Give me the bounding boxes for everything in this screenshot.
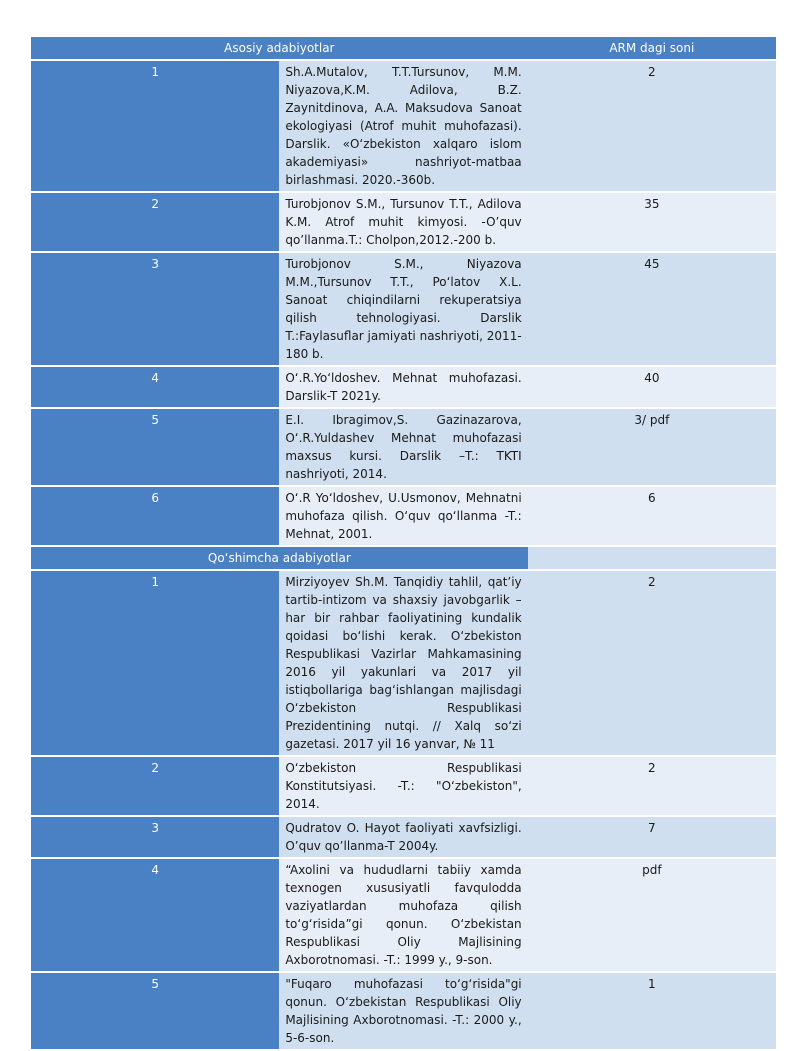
reference-text: E.I. Ibragimov,S. Gazinazarova, O‘.R.Yuldashev Mehnat muhofazasi maxsus kursi. Darslik –T.: TKTI nashriyoti, 2014. xyxy=(279,409,527,485)
reference-text: Turobjonov S.M., Tursunov T.T., Adilova K.M. Atrof muhit kimyosi. -O’quv qo’llanma.T.: Cholpon,2012.-200 b. xyxy=(279,193,527,251)
row-number: 2 xyxy=(31,757,279,815)
reference-quantity: 7 xyxy=(528,817,776,857)
row-number: 4 xyxy=(31,367,279,407)
reference-quantity: 3/ pdf xyxy=(528,409,776,485)
main-literature-heading: Asosiy adabiyotlar xyxy=(31,37,528,59)
reference-quantity: 1 xyxy=(528,973,776,1049)
reference-text: Mirziyoyev Sh.M. Tanqidiy tahlil, qat’iy tartib-intizom va shaxsiy javobgarlik – har bir rahbar faoliyatining kundalik qoidasi bo‘lishi kerak. O‘zbekiston Respublikasi Vazirlar Mahkamasining 2016 yil yakunlari va 2017 yil istiqbollariga bag‘ishlangan majlisdagi O‘zbekiston Respublikasi Prezidentining nutqi. // Xalq so‘zi gazetasi. 2017 yil 16 yanvar, № 11 xyxy=(279,571,527,755)
section-header-row xyxy=(31,547,776,569)
table-row xyxy=(31,409,776,485)
quantity-column-heading: ARM dagi soni xyxy=(528,37,776,59)
table-header-row xyxy=(31,37,776,59)
literature-table xyxy=(31,35,776,1051)
additional-literature-heading: Qo‘shimcha adabiyotlar xyxy=(31,547,528,569)
reference-text: O‘zbekiston Respublikasi Konstitutsiyasi. -T.: "O‘zbekiston", 2014. xyxy=(279,757,527,815)
row-number: 4 xyxy=(31,859,279,971)
reference-quantity: 40 xyxy=(528,367,776,407)
row-number: 3 xyxy=(31,817,279,857)
reference-quantity: 35 xyxy=(528,193,776,251)
reference-text: "Fuqaro muhofazasi to‘g‘risida"gi qonun. O‘zbekistan Respublikasi Oliy Majlisining Axborotnomasi. -T.: 2000 y., 5-6-son. xyxy=(279,973,527,1049)
table-row xyxy=(31,367,776,407)
row-number: 1 xyxy=(31,61,279,191)
reference-text: Turobjonov S.M., Niyazova M.M.,Tursunov T.T., Po‘latov X.L. Sanoat chiqindilarni rekuperatsiya qilish tehnologiyasi. Darslik T.:Faylasuflar jamiyati nashriyoti, 2011-180 b. xyxy=(279,253,527,365)
row-number: 3 xyxy=(31,253,279,365)
table-row xyxy=(31,193,776,251)
reference-text: “Axolini va hududlarni tabiiy xamda texnogen xususiyatli favqulodda vaziyatlardan muhofaza qilish to‘g‘risida”gi qonun. O‘zbekistan Respublikasi Oliy Majlisining Axborotnomasi. -T.: 1999 y., 9-son. xyxy=(279,859,527,971)
reference-quantity: 2 xyxy=(528,757,776,815)
reference-quantity: 6 xyxy=(528,487,776,545)
table-row xyxy=(31,571,776,755)
reference-quantity: pdf xyxy=(528,859,776,971)
reference-quantity: 2 xyxy=(528,571,776,755)
row-number: 5 xyxy=(31,409,279,485)
table-row xyxy=(31,487,776,545)
table-row xyxy=(31,817,776,857)
reference-text: O‘.R.Yo‘ldoshev. Mehnat muhofazasi. Darslik-T 2021y. xyxy=(279,367,527,407)
reference-text: Sh.A.Mutalov, T.T.Tursunov, M.M. Niyazova,K.M. Adilova, B.Z. Zaynitdinova, A.A. Maksudova Sanoat ekologiyasi (Atrof muhit muhofazasi). Darslik. «O‘zbekiston xalqaro islom akademiyasi» nashriyot-matbaa birlashmasi. 2020.-360b. xyxy=(279,61,527,191)
reference-text: O‘.R Yo‘ldoshev, U.Usmonov, Mehnatni muhofaza qilish. O‘quv qo‘llanma -T.: Mehnat, 2001. xyxy=(279,487,527,545)
section-header-filler xyxy=(528,547,776,569)
row-number: 1 xyxy=(31,571,279,755)
reference-quantity: 45 xyxy=(528,253,776,365)
reference-quantity: 2 xyxy=(528,61,776,191)
row-number: 5 xyxy=(31,973,279,1049)
table-row xyxy=(31,61,776,191)
row-number: 2 xyxy=(31,193,279,251)
table-row xyxy=(31,253,776,365)
row-number: 6 xyxy=(31,487,279,545)
reference-text: Qudratov O. Hayot faoliyati xavfsizligi. O’quv qo’llanma-T 2004y. xyxy=(279,817,527,857)
table-row xyxy=(31,757,776,815)
table-row xyxy=(31,859,776,971)
table-row xyxy=(31,973,776,1049)
